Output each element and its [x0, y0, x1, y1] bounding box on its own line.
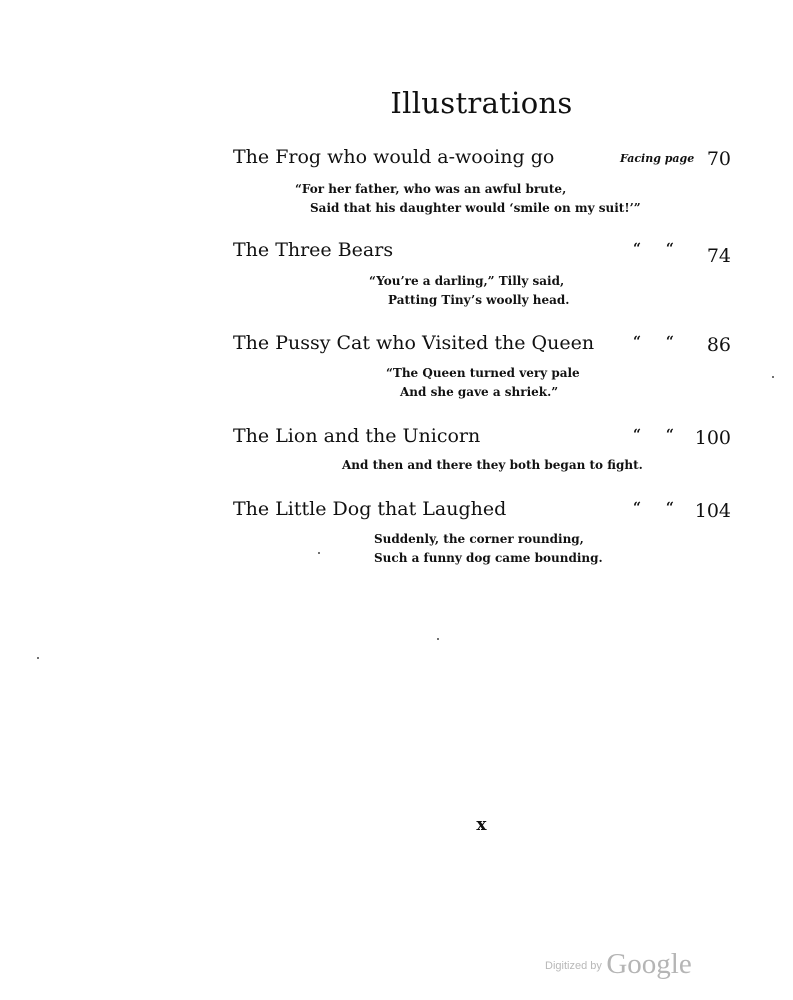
- entry-title: The Little Dog that Laughed: [233, 498, 507, 520]
- page-folio: x: [476, 815, 487, 835]
- entry-page-number: 70: [706, 148, 731, 170]
- entry-title: The Frog who would a-wooing go: [233, 146, 555, 168]
- entry-page-number: 74: [706, 245, 731, 267]
- entry-caption-line: “The Queen turned very pale: [386, 366, 580, 380]
- ditto-marks: “ “: [633, 334, 674, 350]
- entry-page-number: 100: [694, 427, 731, 449]
- scan-speck: [772, 376, 774, 378]
- ditto-marks: “ “: [633, 500, 674, 516]
- entry-caption-line: And then and there they both began to fight.: [342, 458, 643, 472]
- scan-speck: [37, 657, 39, 659]
- entry-page-number: 104: [694, 500, 731, 522]
- entry-caption-line: Said that his daughter would ‘smile on my suit!’”: [310, 201, 641, 215]
- scan-speck: [318, 552, 320, 554]
- entry-caption-line: Such a funny dog came bounding.: [374, 551, 603, 565]
- watermark-prefix: Digitized by: [545, 960, 602, 972]
- entry-title: The Three Bears: [233, 239, 394, 261]
- entry-caption-line: Suddenly, the corner rounding,: [374, 532, 584, 546]
- entry-caption-line: Patting Tiny’s woolly head.: [388, 293, 570, 307]
- google-logo: Google: [606, 948, 692, 980]
- entry-title: The Lion and the Unicorn: [233, 425, 481, 447]
- entry-caption-line: And she gave a shriek.”: [400, 385, 559, 399]
- digitized-watermark: [545, 948, 692, 981]
- ditto-marks: “ “: [633, 427, 674, 443]
- scan-speck: [437, 638, 439, 640]
- page-title: Illustrations: [390, 86, 573, 120]
- entry-page-number: 86: [706, 334, 731, 356]
- ditto-marks: “ “: [633, 241, 674, 257]
- entry-title: The Pussy Cat who Visited the Queen: [233, 332, 595, 354]
- facing-page-label: Facing page: [620, 152, 695, 165]
- entry-caption-line: “You’re a darling,” Tilly said,: [369, 274, 565, 288]
- entry-caption-line: “For her father, who was an awful brute,: [295, 182, 567, 196]
